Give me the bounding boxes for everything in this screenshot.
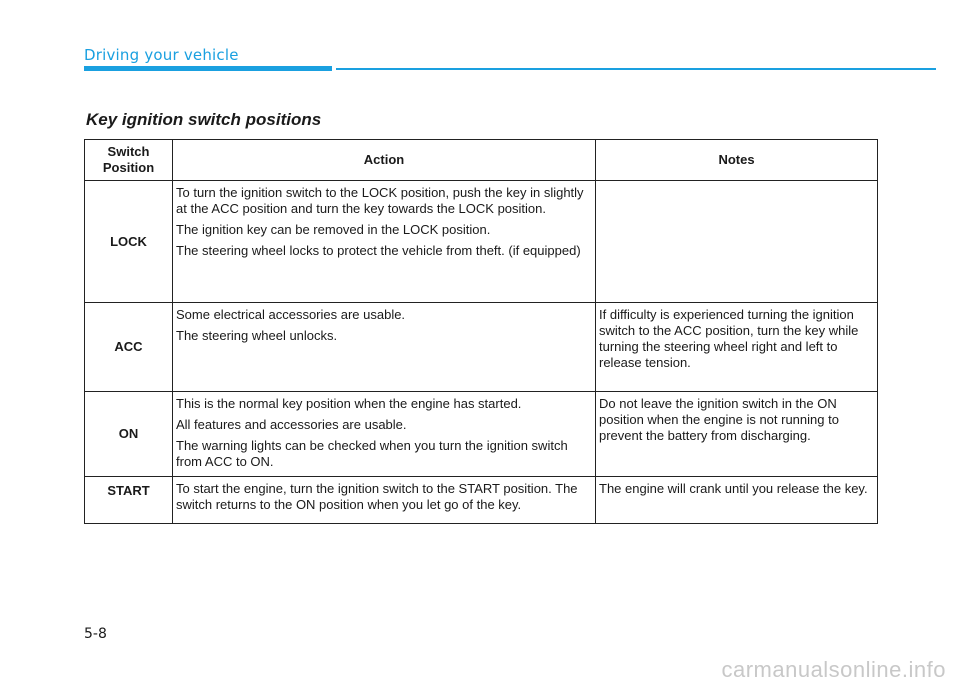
header-switch-position: Switch Position	[85, 140, 173, 181]
row-action	[173, 181, 596, 303]
header-rule-thin	[336, 68, 936, 70]
row-position: LOCK	[85, 181, 173, 303]
table-row	[85, 181, 878, 303]
row-position: START	[85, 477, 173, 524]
header-rule-thick	[84, 66, 332, 71]
row-action	[173, 392, 596, 477]
table-row	[85, 392, 878, 477]
action-text: To turn the ignition switch to the LOCK position, push the key in slightly at the ACC position and turn the key towards the LOCK position.	[176, 185, 584, 216]
action-text: The warning lights can be checked when you turn the ignition switch from ACC to ON.	[176, 438, 568, 469]
ignition-positions-table	[84, 139, 878, 524]
action-text: The steering wheel locks to protect the vehicle from theft. (if equipped)	[176, 243, 581, 258]
table-row	[85, 477, 878, 524]
row-notes: The engine will crank until you release the key.	[596, 477, 878, 524]
table-row	[85, 303, 878, 392]
row-position: ACC	[85, 303, 173, 392]
watermark: carmanualsonline.info	[721, 657, 946, 682]
action-text: To start the engine, turn the ignition switch to the START position. The switch returns to the ON position when you let go of the key.	[176, 481, 578, 512]
action-text: All features and accessories are usable.	[176, 417, 407, 432]
page-title: Key ignition switch positions	[86, 110, 322, 129]
row-position: ON	[85, 392, 173, 477]
action-text: Some electrical accessories are usable.	[176, 307, 406, 322]
row-notes	[596, 181, 878, 303]
action-text: The steering wheel unlocks.	[176, 328, 338, 343]
section-header: Driving your vehicle	[84, 46, 239, 64]
row-action	[173, 477, 596, 524]
row-notes: If difficulty is experienced turning the ignition switch to the ACC position, turn the key while turning the steering wheel right and left to release tension.	[596, 303, 878, 392]
action-text: The ignition key can be removed in the LOCK position.	[176, 222, 491, 237]
row-action	[173, 303, 596, 392]
action-text: This is the normal key position when the engine has started.	[176, 396, 522, 411]
page-number: 5-8	[84, 626, 107, 642]
header-notes: Notes	[596, 140, 878, 181]
row-notes: Do not leave the ignition switch in the ON position when the engine is not running to prevent the battery from discharging.	[596, 392, 878, 477]
table-header-row	[85, 140, 878, 181]
header-action: Action	[173, 140, 596, 181]
